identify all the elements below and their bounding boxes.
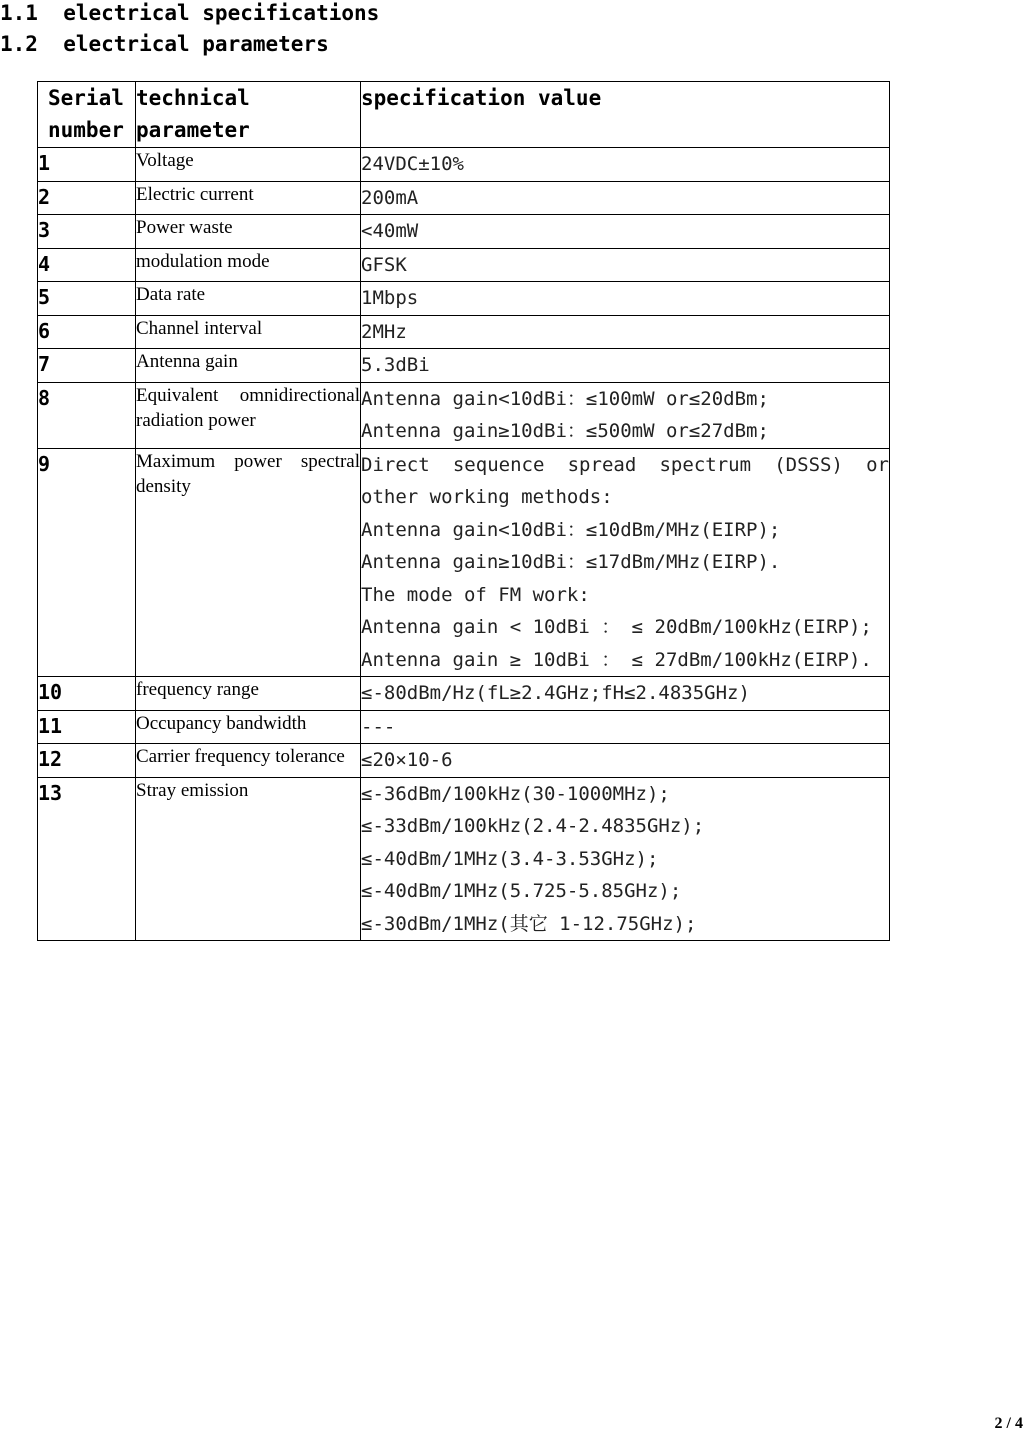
technical-parameter-cell: Voltage — [136, 148, 361, 182]
technical-parameter-cell: Electric current — [136, 181, 361, 215]
serial-number-cell: 1 — [38, 148, 136, 182]
section-heading-electrical-parameters: 1.2 electrical parameters — [0, 32, 329, 56]
page-number: 2 / 4 — [994, 1415, 1023, 1432]
technical-parameter-cell: Antenna gain — [136, 349, 361, 383]
table-row — [38, 282, 890, 316]
serial-number-cell: 11 — [38, 710, 136, 744]
table-row — [38, 349, 890, 383]
specification-value-cell: --- — [361, 710, 890, 744]
specification-value-cell: 2MHz — [361, 315, 890, 349]
specification-value-cell: Antenna gain<10dBi：≤100mW or≤20dBm; Antenna gain≥10dBi：≤500mW or≤27dBm; — [361, 382, 890, 448]
serial-number-cell: 6 — [38, 315, 136, 349]
header-serial-number: Serial number — [38, 82, 136, 148]
section-heading-electrical-specifications: 1.1 electrical specifications — [0, 1, 380, 25]
serial-number-cell: 12 — [38, 744, 136, 778]
table-header-row — [38, 82, 890, 148]
header-specification-value: specification value — [361, 82, 890, 148]
serial-number-cell: 9 — [38, 448, 136, 677]
electrical-parameters-table — [37, 81, 890, 941]
technical-parameter-cell: Data rate — [136, 282, 361, 316]
specification-value-cell: ≤20×10-6 — [361, 744, 890, 778]
serial-number-cell: 13 — [38, 777, 136, 941]
serial-number-cell: 4 — [38, 248, 136, 282]
table-row — [38, 777, 890, 941]
specification-value-cell: 200mA — [361, 181, 890, 215]
specification-value-cell: 5.3dBi — [361, 349, 890, 383]
technical-parameter-cell: modulation mode — [136, 248, 361, 282]
technical-parameter-cell: Stray emission — [136, 777, 361, 941]
specification-value-cell: Direct sequence spread spectrum (DSSS) or other working methods: Antenna gain<10dBi：≤10dBm/MHz(EIRP); Antenna gain≥10dBi：≤17dBm/MHz(EIRP). The mode of FM work: Antenna gain < 10dBi ： ≤ 20dBm/100kHz(EIRP); Antenna gain ≥ 10dBi ： ≤ 27dBm/100kHz(EIRP). — [361, 448, 890, 677]
serial-number-cell: 8 — [38, 382, 136, 448]
technical-parameter-cell: Channel interval — [136, 315, 361, 349]
table-row — [38, 382, 890, 448]
technical-parameter-cell: Equivalent omnidirectional radiation power — [136, 382, 361, 448]
specification-value-cell: <40mW — [361, 215, 890, 249]
table-row — [38, 448, 890, 677]
specification-value-cell: 24VDC±10% — [361, 148, 890, 182]
table-row — [38, 315, 890, 349]
specification-value-cell: ≤-80dBm/Hz(fL≥2.4GHz;fH≤2.4835GHz) — [361, 677, 890, 711]
technical-parameter-cell: Occupancy bandwidth — [136, 710, 361, 744]
table-row — [38, 215, 890, 249]
specification-value-cell: GFSK — [361, 248, 890, 282]
serial-number-cell: 2 — [38, 181, 136, 215]
serial-number-cell: 3 — [38, 215, 136, 249]
table-row — [38, 248, 890, 282]
header-technical-parameter: technical parameter — [136, 82, 361, 148]
serial-number-cell: 10 — [38, 677, 136, 711]
table-row — [38, 744, 890, 778]
technical-parameter-cell: frequency range — [136, 677, 361, 711]
technical-parameter-cell: Maximum power spectral density — [136, 448, 361, 677]
serial-number-cell: 5 — [38, 282, 136, 316]
technical-parameter-cell: Carrier frequency tolerance — [136, 744, 361, 778]
table-row — [38, 148, 890, 182]
specification-value-cell: 1Mbps — [361, 282, 890, 316]
specification-value-cell: ≤-36dBm/100kHz(30-1000MHz); ≤-33dBm/100kHz(2.4-2.4835GHz); ≤-40dBm/1MHz(3.4-3.53GHz); ≤-40dBm/1MHz(5.725-5.85GHz); ≤-30dBm/1MHz(其它 1-12.75GHz); — [361, 777, 890, 941]
technical-parameter-cell: Power waste — [136, 215, 361, 249]
table-row — [38, 677, 890, 711]
table-row — [38, 710, 890, 744]
table-row — [38, 181, 890, 215]
serial-number-cell: 7 — [38, 349, 136, 383]
